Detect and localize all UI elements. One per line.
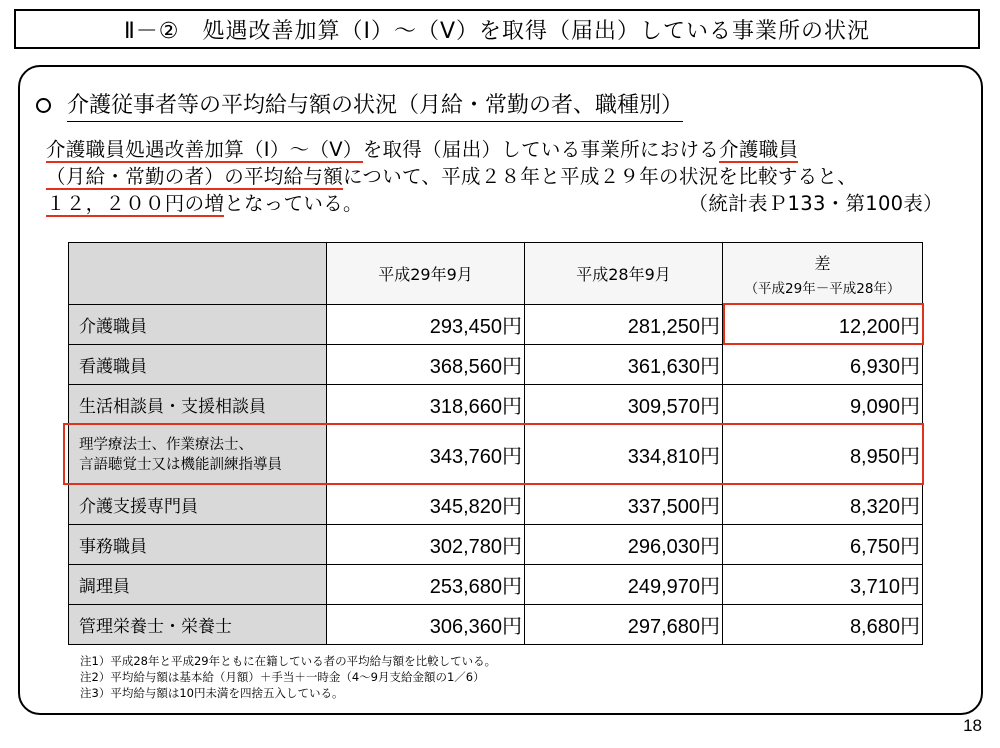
summary-text: を取得（届出）している事業所における — [362, 138, 720, 161]
value-h28: 297,680円 — [525, 605, 723, 645]
value-diff: 3,710円 — [723, 565, 923, 605]
section-heading — [36, 88, 683, 122]
value-h29: 318,660円 — [327, 385, 525, 425]
table-row — [69, 485, 923, 525]
source-reference: （統計表Ｐ133・第100表） — [688, 192, 943, 215]
header-diff-main: 差 — [814, 253, 831, 273]
value-diff: 6,750円 — [723, 525, 923, 565]
footnotes — [80, 653, 496, 701]
value-h29: 343,760円 — [327, 425, 525, 485]
row-label: 管理栄養士・栄養士 — [69, 605, 327, 645]
value-h28: 296,030円 — [525, 525, 723, 565]
value-h29: 368,560円 — [327, 345, 525, 385]
row-label — [69, 425, 327, 485]
value-h28: 309,570円 — [525, 385, 723, 425]
summary-line-2 — [46, 163, 961, 190]
value-diff: 8,950円 — [723, 425, 923, 485]
value-diff: 8,320円 — [723, 485, 923, 525]
value-diff: 12,200円 — [723, 305, 923, 345]
header-diff-sub: （平成29年－平成28年） — [744, 280, 901, 297]
row-label: 看護職員 — [69, 345, 327, 385]
row-label-line: 理学療法士、作業療法士、 — [79, 436, 253, 453]
value-h28: 337,500円 — [525, 485, 723, 525]
salary-table — [68, 242, 923, 645]
table-row — [69, 605, 923, 645]
table-row — [69, 525, 923, 565]
header-diff — [723, 243, 923, 305]
table-row — [69, 425, 923, 485]
table-header-row — [69, 243, 923, 305]
section-heading-text: 介護従事者等の平均給与額の状況（月給・常勤の者、職種別） — [67, 88, 683, 122]
row-label: 介護支援専門員 — [69, 485, 327, 525]
summary-highlight-text: 介護職員処遇改善加算（Ⅰ）～（Ⅴ） — [46, 138, 363, 161]
row-label-line: 言語聴覚士又は機能訓練指導員 — [79, 456, 282, 473]
header-h29: 平成29年9月 — [327, 243, 525, 305]
row-label: 介護職員 — [69, 305, 327, 345]
value-h29: 293,450円 — [327, 305, 525, 345]
value-h28: 249,970円 — [525, 565, 723, 605]
summary-text: について、平成２８年と平成２９年の状況を比較すると、 — [343, 165, 858, 188]
summary-line-3 — [46, 190, 961, 217]
table-row — [69, 305, 923, 345]
slide-title: Ⅱ－② 処遇改善加算（Ⅰ）～（Ⅴ）を取得（届出）している事業所の状況 — [14, 9, 980, 49]
summary-text: となっている。 — [224, 192, 363, 215]
value-diff: 8,680円 — [723, 605, 923, 645]
table-row — [69, 385, 923, 425]
summary-line-1 — [46, 136, 961, 163]
table-row — [69, 345, 923, 385]
value-h29: 253,680円 — [327, 565, 525, 605]
header-h28: 平成28年9月 — [525, 243, 723, 305]
value-h29: 345,820円 — [327, 485, 525, 525]
header-corner-cell — [69, 243, 327, 305]
footnote: 注1）平成28年と平成29年ともに在籍している者の平均給与額を比較している。 — [80, 654, 497, 668]
value-diff: 6,930円 — [723, 345, 923, 385]
summary-highlight-text: 介護職員 — [719, 138, 799, 161]
value-h28: 281,250円 — [525, 305, 723, 345]
summary-paragraph — [46, 136, 961, 217]
summary-highlight-text: （月給・常勤の者）の平均給与額 — [46, 165, 344, 188]
value-h29: 306,360円 — [327, 605, 525, 645]
value-diff: 9,090円 — [723, 385, 923, 425]
value-h28: 361,630円 — [525, 345, 723, 385]
row-label: 調理員 — [69, 565, 327, 605]
table-row — [69, 565, 923, 605]
page-number: 18 — [963, 716, 982, 735]
value-h29: 302,780円 — [327, 525, 525, 565]
row-label: 生活相談員・支援相談員 — [69, 385, 327, 425]
summary-highlight-text: １２，２００円の増 — [46, 192, 225, 215]
footnote: 注2）平均給与額は基本給（月額）＋手当＋一時金（4～9月支給金額の1／6） — [80, 670, 485, 684]
circle-bullet-icon — [36, 98, 51, 113]
footnote: 注3）平均給与額は10円未満を四捨五入している。 — [80, 686, 344, 700]
row-label: 事務職員 — [69, 525, 327, 565]
value-h28: 334,810円 — [525, 425, 723, 485]
